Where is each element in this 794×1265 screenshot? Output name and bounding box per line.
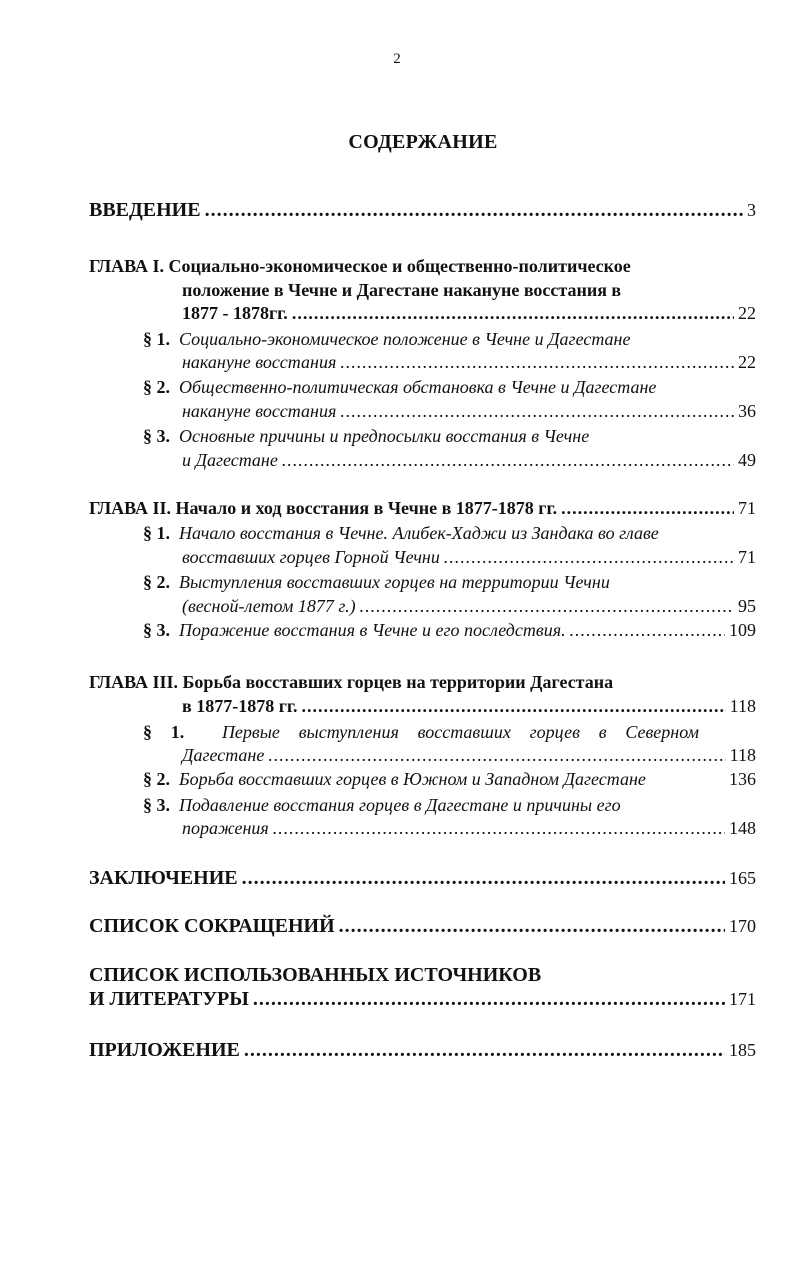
toc-entry-sources[interactable]	[89, 988, 756, 1011]
toc-page: 118	[729, 696, 756, 716]
toc-label: накануне восстания	[182, 352, 337, 372]
toc-page: 36	[738, 401, 756, 421]
section-1-1-heading	[143, 329, 630, 350]
toc-page: 49	[738, 450, 756, 470]
toc-entry-section-2-2[interactable]	[182, 596, 756, 617]
section-title: Основные причины и предпосылки восстания в Чечне	[179, 426, 590, 446]
page-number: 2	[393, 51, 401, 67]
toc-label: И ЛИТЕРАТУРЫ	[89, 988, 249, 1010]
section-title: Поражение восстания в Чечне и его последствия.	[179, 620, 566, 640]
toc-entry-section-1-1[interactable]	[182, 352, 756, 373]
section-title: Борьба восставших горцев в Южном и Западном Дагестане	[179, 769, 646, 789]
section-symbol: § 2.	[143, 769, 170, 789]
toc-entry-section-2-1[interactable]	[182, 547, 756, 568]
toc-page: 148	[729, 818, 756, 838]
toc-page: 185	[729, 1040, 756, 1060]
toc-entry-section-3-3[interactable]	[182, 818, 756, 839]
section-symbol: § 2.	[143, 572, 170, 592]
leader-dots	[360, 596, 734, 617]
section-title: Социально-экономическое положение в Чечне и Дагестане	[179, 329, 631, 349]
toc-entry-chapter-3[interactable]	[182, 696, 756, 717]
toc-page: 170	[729, 916, 756, 936]
toc-label: 1877 - 1878гг.	[182, 303, 288, 323]
leader-dots	[302, 696, 726, 717]
section-symbol: § 3.	[143, 620, 170, 640]
section-3-3-heading	[143, 795, 621, 816]
page-title: СОДЕРЖАНИЕ	[348, 131, 498, 153]
toc-page: 118	[729, 745, 756, 765]
section-symbol: § 3.	[143, 795, 170, 815]
leader-dots	[340, 401, 734, 422]
toc-page: 109	[729, 620, 756, 640]
toc-entry-section-3-2[interactable]	[143, 769, 756, 790]
toc-entry-section-2-3[interactable]	[143, 620, 756, 641]
section-1-2-heading	[143, 377, 656, 398]
section-symbol: § 1.	[143, 523, 170, 543]
section-title: Подавление восстания горцев в Дагестане и причины его	[179, 795, 621, 815]
section-3-1-heading	[143, 722, 699, 743]
sources-heading: СПИСОК ИСПОЛЬЗОВАННЫХ ИСТОЧНИКОВ	[89, 964, 542, 986]
toc-label: ПРИЛОЖЕНИЕ	[89, 1039, 240, 1061]
toc-label: восставших горцев Горной Чечни	[182, 547, 440, 567]
leader-dots	[292, 303, 734, 324]
toc-label: накануне восстания	[182, 401, 337, 421]
leader-dots	[340, 352, 734, 373]
toc-entry-conclusion[interactable]	[89, 867, 756, 890]
toc-page: 71	[738, 547, 756, 567]
toc-label: Дагестане	[182, 745, 265, 765]
chapter-1-heading: ГЛАВА I. Социально-экономическое и общественно-политическое	[89, 256, 631, 276]
section-title: Начало восстания в Чечне. Алибек-Хаджи из Зандака во главе	[179, 523, 659, 543]
section-title: Первые выступления восставших горцев в Северном	[221, 722, 699, 742]
leader-dots	[244, 1039, 725, 1062]
toc-entry-chapter-2[interactable]	[89, 498, 756, 519]
toc-page: 171	[729, 989, 756, 1009]
leader-dots	[253, 988, 725, 1011]
toc-label: поражения	[182, 818, 269, 838]
toc-label: в 1877-1878 гг.	[182, 696, 298, 716]
leader-dots	[273, 818, 725, 839]
section-title: Общественно-политическая обстановка в Чечне и Дагестане	[179, 377, 657, 397]
toc-page: 3	[747, 200, 756, 220]
section-symbol: § 1.	[143, 722, 185, 742]
toc-label	[143, 620, 566, 641]
toc-label: СПИСОК СОКРАЩЕНИЙ	[89, 915, 335, 937]
toc-entry-chapter-1[interactable]	[182, 303, 756, 324]
toc-entry-section-1-2[interactable]	[182, 401, 756, 422]
section-symbol: § 2.	[143, 377, 170, 397]
leader-dots	[444, 547, 734, 568]
toc-page: 71	[738, 498, 756, 518]
toc-page: 22	[738, 352, 756, 372]
toc-label: (весной-летом 1877 г.)	[182, 596, 356, 616]
leader-dots	[339, 915, 725, 938]
toc-page: 136	[729, 769, 756, 789]
leader-dots	[268, 745, 725, 766]
toc-label: ГЛАВА II. Начало и ход восстания в Чечне в 1877-1878 гг.	[89, 498, 558, 518]
toc-label: ВВЕДЕНИЕ	[89, 199, 201, 221]
toc-entry-section-3-1[interactable]	[182, 745, 756, 766]
chapter-1-heading-line2: положение в Чечне и Дагестане накануне восстания в	[182, 280, 622, 300]
leader-dots	[242, 867, 725, 890]
section-title: Выступления восставших горцев на территории Чечни	[179, 572, 610, 592]
toc-label: и Дагестане	[182, 450, 278, 470]
toc-page: 95	[738, 596, 756, 616]
section-2-1-heading	[143, 523, 659, 544]
toc-label: ЗАКЛЮЧЕНИЕ	[89, 867, 238, 889]
chapter-3-heading: ГЛАВА III. Борьба восставших горцев на территории Дагестана	[89, 672, 614, 692]
leader-dots	[570, 620, 725, 641]
leader-dots	[205, 199, 743, 222]
toc-entry-section-1-3[interactable]	[182, 450, 756, 471]
section-1-3-heading	[143, 426, 589, 447]
leader-dots	[282, 450, 734, 471]
toc-page: 165	[729, 868, 756, 888]
leader-dots	[561, 498, 734, 519]
section-symbol: § 3.	[143, 426, 170, 446]
toc-label	[143, 769, 646, 790]
toc-entry-appendix[interactable]	[89, 1039, 756, 1062]
toc-entry-abbreviations[interactable]	[89, 915, 756, 938]
toc-page: 22	[738, 303, 756, 323]
section-symbol: § 1.	[143, 329, 170, 349]
toc-entry-introduction[interactable]	[89, 199, 756, 222]
section-2-2-heading	[143, 572, 610, 593]
